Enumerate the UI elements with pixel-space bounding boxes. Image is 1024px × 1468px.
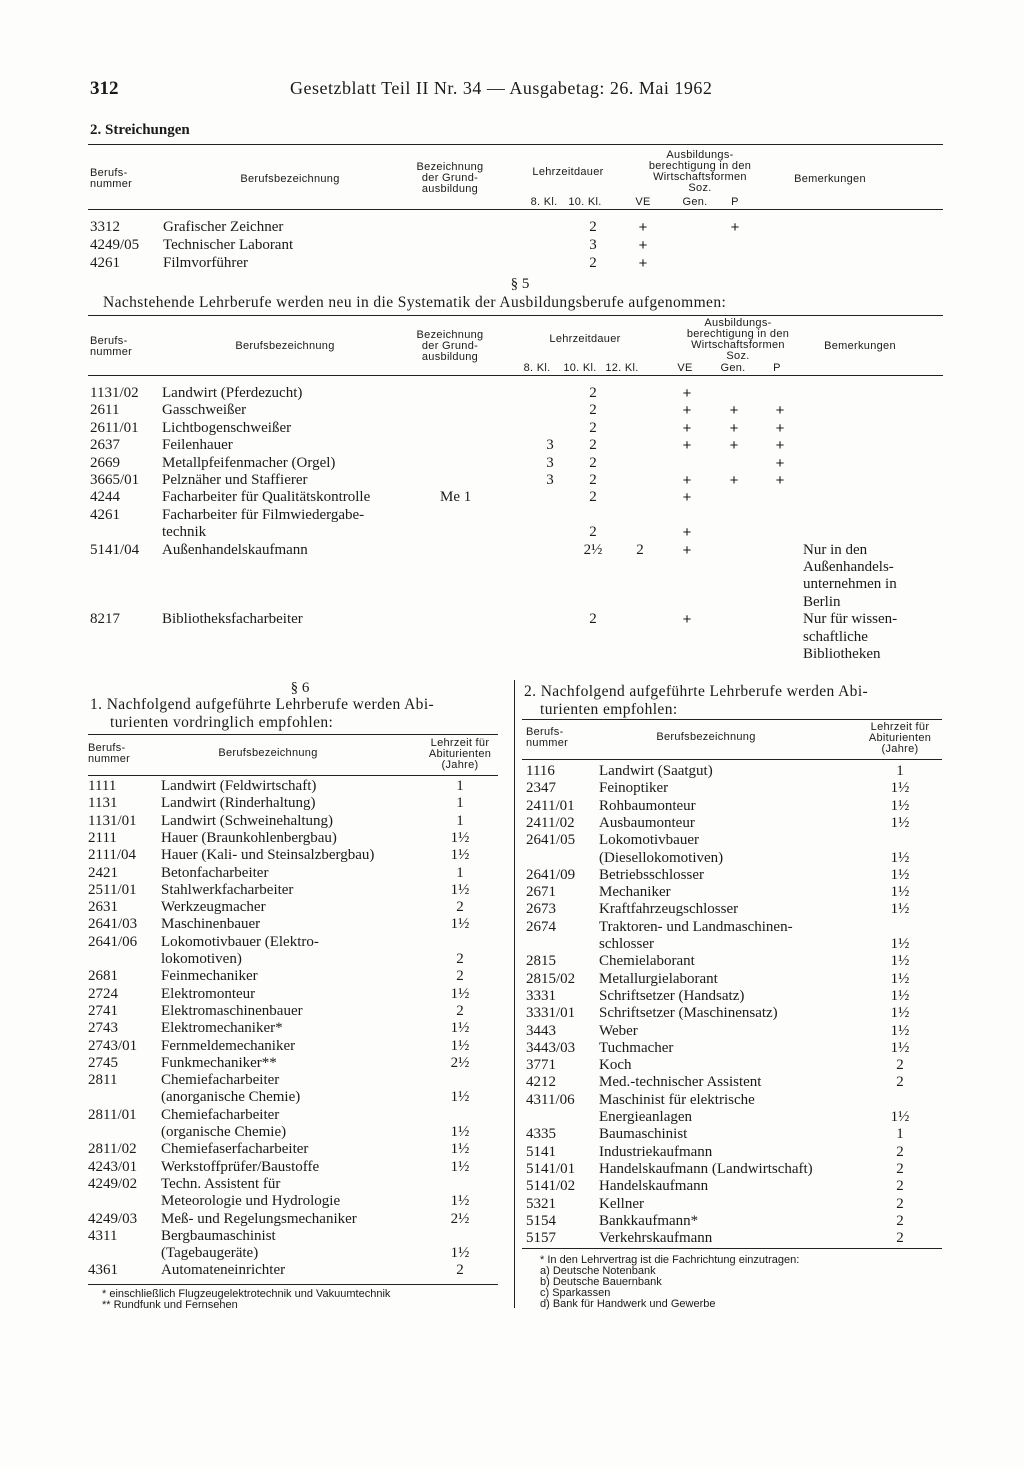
table-row-title: Technischer Laborant [163, 237, 294, 253]
table-row-title: Werkstoffprüfer/Baustoffe [161, 1158, 320, 1175]
table-row-gen: + [729, 419, 739, 437]
table-row-number: 2681 [88, 968, 118, 985]
header-ve: VE [677, 362, 693, 374]
table-row-gen: + [729, 472, 739, 489]
table-row-title: Tuchmacher [599, 1039, 674, 1056]
table-row-grundausbildung: Me 1 [440, 489, 472, 506]
table-row-title: Lokomotivbauer [599, 832, 699, 849]
header-lehrzeitdauer: Lehrzeitdauer [549, 333, 621, 345]
table-row-duration: 2½ [450, 1054, 470, 1071]
table-row-klasse-8: 3 [546, 454, 554, 471]
table-row-number: 2411/01 [526, 797, 575, 814]
table-row-duration: 2 [896, 1230, 904, 1247]
header-klasse-10: 10. Kl. [563, 362, 597, 374]
table-row-duration: 1½ [450, 1141, 470, 1158]
header-p: P [731, 196, 739, 208]
table-row-title: Techn. Assistent für [161, 1175, 281, 1192]
table-row-duration: 1½ [450, 1124, 470, 1140]
table-row-ve: + [682, 472, 692, 489]
table-row-duration: 1½ [890, 780, 910, 797]
table-row-remark: schaftliche [803, 628, 868, 645]
table-row-title: Lichtbogenschweißer [162, 419, 292, 436]
page-number: 312 [90, 78, 119, 99]
table-row-ve: + [682, 385, 692, 402]
table-row-number: 3665/01 [90, 472, 140, 488]
table-row-duration: 1½ [450, 1037, 470, 1054]
table-row-number: 4261 [90, 255, 120, 271]
table-row-klasse-10: 2 [589, 419, 597, 436]
table-row-title: Lokomotivbauer (Elektro- [161, 933, 319, 950]
table-row-klasse-10: 2 [589, 472, 597, 488]
header-gen: Gen. [682, 196, 708, 208]
table-row-ve: + [682, 489, 692, 507]
table-row-number: 4361 [88, 1262, 118, 1279]
table-row-duration: 1 [456, 864, 464, 881]
table-row-number: 5141/02 [526, 1178, 576, 1195]
table-row-number: 2673 [526, 901, 556, 918]
header-p: P [773, 362, 781, 374]
header-grundausbildung: Bezeichnung der Grund- ausbildung [416, 161, 484, 195]
table-row-title: Feilenhauer [162, 437, 233, 454]
column-divider [514, 680, 515, 1308]
header-berufsnummer: Berufs- nummer [88, 742, 131, 765]
paragraph-mark-5: § 5 [510, 276, 530, 292]
table-row-title: Verkehrskaufmann [599, 1230, 713, 1247]
par5-table-top-rule [88, 315, 943, 316]
header-lehrzeit-abiturienten: Lehrzeit für Abiturienten (Jahre) [428, 737, 492, 771]
table-row-title: Baumaschinist [599, 1126, 688, 1143]
table-row-number: 2811 [88, 1072, 118, 1089]
table-row-duration: 1½ [890, 797, 910, 814]
table-row-ve: + [682, 402, 692, 420]
table-row-number: 2641/05 [526, 832, 576, 849]
table-row-ve: + [682, 611, 692, 629]
table-row-title: Elektromonteur [161, 985, 256, 1002]
table-row-ve: + [682, 419, 692, 437]
header-klasse-10: 10. Kl. [568, 196, 602, 208]
table-row-number: 8217 [90, 611, 120, 628]
table-row-title: Kraftfahrzeugschlosser [599, 901, 739, 918]
table-row-duration: 2 [896, 1074, 904, 1091]
table-row-title: Betriebsschlosser [599, 866, 704, 883]
table-row-duration: 1½ [890, 901, 910, 918]
table-row-remark: Berlin [803, 593, 841, 610]
table-row-remark: Nur für wissen- [803, 611, 898, 628]
table-row-ve: + [682, 541, 692, 559]
table-row-title: Chemielaborant [599, 953, 695, 970]
table-row-number: 4212 [526, 1074, 556, 1091]
header-gen: Gen. [720, 362, 746, 374]
table-row-title: Elektromechaniker* [161, 1020, 283, 1037]
table-row-klasse-10: 2 [589, 611, 597, 628]
table-row-number: 4249/02 [88, 1175, 138, 1192]
table-row-number: 5141/01 [526, 1160, 576, 1177]
header-berufsbezeichnung: Berufsbezeichnung [656, 731, 756, 743]
table-row-number: 3443 [526, 1022, 556, 1039]
table-row-p: + [775, 402, 785, 420]
table-row-duration: 1½ [450, 829, 470, 846]
table-row-title: Hauer (Kali- und Steinsalzbergbau) [161, 847, 375, 864]
table-row-title: (Tagebaugeräte) [161, 1245, 259, 1262]
table-row-duration: 2 [456, 951, 464, 967]
table-row-number: 2743/01 [88, 1037, 138, 1054]
table-row-duration: 1½ [450, 1158, 470, 1175]
table-row-title: Chemiefacharbeiter [161, 1072, 280, 1089]
header-ausbildungsberechtigung: Ausbildungs- berechtigung in den Wirtschaftsformen Soz. [648, 149, 752, 194]
table-row-klasse-10: 2 [589, 489, 597, 506]
table-row-duration: 1½ [890, 814, 910, 831]
table-row-title: Metallurgielaborant [599, 970, 718, 987]
footnote: d) Bank für Handwerk und Gewerbe [540, 1298, 716, 1310]
table-row-title: Bankkaufmann* [599, 1212, 699, 1229]
table-row-klasse-12: 2 [636, 541, 644, 558]
table-row-number: 3331 [526, 987, 556, 1004]
table-row-title: Schriftsetzer (Maschinensatz) [599, 1005, 778, 1022]
table-row-title: Hauer (Braunkohlenbergbau) [161, 829, 337, 846]
table-row-duration: 1 [896, 763, 904, 779]
table-row-number: 2815/02 [526, 970, 576, 987]
table-row-number: 2811/02 [88, 1141, 137, 1158]
table-row-ve: + [682, 524, 692, 542]
table-row-number: 2347 [526, 780, 556, 797]
table-row-number: 2741 [88, 1002, 118, 1019]
table-row-number: 2637 [90, 437, 120, 454]
table-row-title: Koch [599, 1057, 632, 1074]
right-table-top-rule [522, 719, 942, 720]
table-row-title: Gasschweißer [162, 402, 247, 419]
table-row-number: 2815 [526, 953, 556, 970]
table-row-number: 2511/01 [88, 881, 137, 898]
table-row-duration: 1½ [890, 866, 910, 883]
table-row-title: Landwirt (Feldwirtschaft) [161, 778, 317, 794]
table-row-number: 4311/06 [526, 1091, 575, 1108]
table-row-klasse-10: 2½ [583, 541, 603, 558]
footnote: * In den Lehrvertrag ist die Fachrichtung einzutragen: [540, 1254, 800, 1266]
table-row-number: 2745 [88, 1054, 118, 1071]
table-row-title: Feinmechaniker [161, 968, 258, 985]
table-row-number: 1131/02 [90, 385, 139, 401]
par5-intro: Nachstehende Lehrberufe werden neu in die Systematik der Ausbildungsberufe aufgenommen: [103, 294, 727, 311]
table-row-duration: 1 [896, 1126, 904, 1143]
table-row-number: 1131/01 [88, 812, 137, 829]
table-row-title: Grafischer Zeichner [163, 219, 284, 235]
table-row-title: Landwirt (Rinderhaltung) [161, 795, 316, 812]
table-row-ve: + [638, 255, 648, 272]
table-row-title: Maschinenbauer [161, 916, 261, 933]
left-table-bottom-rule [88, 1284, 498, 1285]
right-table-header-rule [522, 759, 942, 760]
table-row-number: 4249/05 [90, 237, 140, 253]
table-row-duration: 2 [896, 1160, 904, 1177]
table-row-number: 5154 [526, 1212, 556, 1229]
table-row-duration: 1½ [890, 884, 910, 901]
header-berufsbezeichnung: Berufsbezeichnung [218, 747, 318, 759]
table-row-number: 5157 [526, 1230, 556, 1247]
par6-right-intro-2: turienten empfohlen: [540, 701, 678, 718]
header-berufsnummer: Berufs- nummer [90, 335, 133, 358]
table-row-number: 2671 [526, 884, 556, 901]
table-row-number: 3312 [90, 219, 120, 235]
table-row-p: + [775, 472, 785, 489]
table-row-title: Mechaniker [599, 884, 671, 901]
table-row-number: 3331/01 [526, 1005, 576, 1022]
table-row-remark: unternehmen in [803, 576, 897, 593]
table-row-number: 4243/01 [88, 1158, 138, 1175]
table-row-duration: 1½ [890, 936, 910, 952]
table-row-duration: 1½ [450, 916, 470, 933]
right-table-bottom-rule [522, 1248, 942, 1249]
table-row-title: Kellner [599, 1195, 644, 1212]
table-row-duration: 2 [456, 1262, 464, 1279]
table-row-klasse-10: 2 [589, 402, 597, 419]
footnote: c) Sparkassen [540, 1287, 611, 1299]
header-berufsbezeichnung: Berufsbezeichnung [240, 173, 340, 185]
table-row-duration: 2 [896, 1178, 904, 1195]
table-row-number: 2811/01 [88, 1106, 137, 1123]
table-top-rule [88, 144, 943, 145]
table-row-number: 5141/04 [90, 541, 140, 558]
table-row-title: (anorganische Chemie) [161, 1089, 301, 1106]
table-row-duration: 1½ [890, 970, 910, 987]
table-row-title: Traktoren- und Landmaschinen- [599, 918, 793, 935]
table-row-number: 4244 [90, 489, 120, 506]
table-row-number: 2674 [526, 918, 556, 935]
table-row-title: Handelskaufmann (Landwirtschaft) [599, 1160, 813, 1177]
header-berufsbezeichnung: Berufsbezeichnung [235, 340, 335, 352]
table-row-number: 2724 [88, 985, 118, 1002]
table-row-number: 2111/04 [88, 847, 137, 864]
table-row-title: Elektromaschinenbauer [161, 1002, 303, 1019]
table-row-title: Med.-technischer Assistent [599, 1074, 762, 1091]
table-row-title: Maschinist für elektrische [599, 1091, 755, 1108]
table-row-title: Energieanlagen [599, 1109, 693, 1125]
table-row-title: Werkzeugmacher [161, 899, 266, 916]
table-row-title: Metallpfeifenmacher (Orgel) [162, 454, 336, 471]
table-row-number: 2641/03 [88, 916, 138, 933]
table-row-title: Handelskaufmann [599, 1178, 709, 1195]
header-bemerkungen: Bemerkungen [824, 340, 896, 352]
header-lehrzeitdauer: Lehrzeitdauer [532, 166, 604, 178]
table-row-duration: 2 [896, 1057, 904, 1074]
footnote: ** Rundfunk und Fernsehen [102, 1299, 238, 1311]
table-row-p: + [730, 219, 740, 236]
table-row-title: Feinoptiker [599, 780, 669, 797]
header-grundausbildung: Bezeichnung der Grund- ausbildung [416, 329, 484, 363]
table-row-ve: + [638, 219, 648, 236]
table-row-duration: 2 [896, 1212, 904, 1229]
table-row-duration: 2½ [450, 1210, 470, 1227]
table-row-klasse-8: 3 [546, 437, 554, 454]
table-row-klasse-10: 2 [589, 524, 597, 541]
table-row-number: 2611/01 [90, 419, 139, 436]
table-row-duration: 1 [456, 778, 464, 794]
table-row-title: Landwirt (Saatgut) [599, 763, 713, 779]
table-row-title: Chemiefacharbeiter [161, 1106, 280, 1123]
table-row-number: 2411/02 [526, 814, 575, 831]
table-row-duration: 2 [896, 1143, 904, 1160]
table-row-number: 2611 [90, 402, 120, 419]
table-row-number: 2669 [90, 454, 120, 471]
table-row-number: 5141 [526, 1143, 556, 1160]
par6-right-intro-1: 2. Nachfolgend aufgeführte Lehrberufe werden Abi- [524, 683, 869, 700]
table-row-duration: 1½ [890, 953, 910, 970]
table-row-title: technik [162, 524, 207, 541]
table-row-number: 4311 [88, 1227, 118, 1244]
table-row-title: Facharbeiter für Qualitätskontrolle [162, 489, 371, 506]
table-row-duration: 1½ [450, 1089, 470, 1106]
par6-left-intro-2: turienten vordringlich empfohlen: [110, 714, 334, 731]
table-row-number: 2111 [88, 829, 117, 846]
table-row-title: Fernmeldemechaniker [161, 1037, 296, 1054]
table-row-klasse-10: 2 [589, 437, 597, 454]
table-row-remark: Nur in den [803, 541, 868, 558]
table-row-duration: 1½ [890, 1109, 910, 1125]
paragraph-mark-6: § 6 [290, 680, 310, 696]
table-row-duration: 1½ [890, 1039, 910, 1056]
table-row-number: 2641/09 [526, 866, 576, 883]
footnote: a) Deutsche Notenbank [540, 1265, 656, 1277]
table-row-title: Pelznäher und Staffierer [162, 472, 308, 488]
table-row-duration: 1½ [890, 849, 910, 866]
table-row-duration: 1½ [890, 1022, 910, 1039]
table-row-number: 2641/06 [88, 933, 138, 950]
table-row-p: + [775, 437, 785, 455]
header-klasse-12: 12. Kl. [605, 362, 639, 374]
table-row-duration: 1 [456, 812, 464, 829]
table-row-klasse-10: 2 [589, 454, 597, 471]
table-row-title: Automateneinrichter [161, 1262, 286, 1279]
table-row-duration: 1½ [890, 1005, 910, 1022]
table-row-title: Außenhandelskaufmann [162, 541, 308, 558]
table-row-title: Stahlwerkfacharbeiter [161, 881, 294, 898]
table-row-title: Facharbeiter für Filmwiedergabe- [162, 506, 365, 523]
table-row-remark: Außenhandels- [803, 559, 894, 575]
table-row-duration: 1½ [450, 1020, 470, 1037]
table-row-number: 5321 [526, 1195, 556, 1212]
header-ve: VE [635, 196, 651, 208]
table-row-ve: + [682, 437, 692, 455]
table-row-title: Ausbaumonteur [599, 814, 695, 831]
table-row-duration: 1½ [450, 1193, 470, 1210]
table-row-remark: Bibliotheken [803, 646, 881, 662]
table-row-title: Schriftsetzer (Handsatz) [599, 987, 745, 1004]
table-row-duration: 2 [456, 1002, 464, 1019]
header-klasse-8: 8. Kl. [530, 196, 558, 208]
section-title-streichungen: 2. Streichungen [90, 122, 190, 138]
par5-header-rule [88, 375, 943, 376]
table-row-duration: 1½ [450, 881, 470, 898]
table-row-duration: 2 [456, 899, 464, 916]
table-row-number: 2631 [88, 899, 118, 916]
table-row-title: Landwirt (Pferdezucht) [162, 385, 303, 401]
table-row-title: Funkmechaniker** [161, 1054, 277, 1071]
header-ausbildungsberechtigung: Ausbildungs- berechtigung in den Wirtschaftsformen Soz. [686, 317, 790, 362]
table-row-number: 1131 [88, 795, 118, 812]
table-row-title: lokomotiven) [161, 951, 242, 967]
left-table-header-rule [88, 775, 498, 776]
table-row-title: Industriekaufmann [599, 1143, 713, 1160]
table-row-title: Betonfacharbeiter [161, 864, 269, 881]
table-row-duration: 1½ [450, 1245, 470, 1262]
table-row-number: 2743 [88, 1020, 118, 1037]
table-row-ve: + [638, 237, 648, 254]
header-lehrzeit-abiturienten: Lehrzeit für Abiturienten (Jahre) [868, 721, 932, 755]
table-row-title: Landwirt (Schweinehaltung) [161, 812, 334, 829]
table-row-number: 4249/03 [88, 1210, 138, 1227]
table-row-klasse-10: 2 [589, 255, 597, 271]
table-row-number: 1111 [88, 778, 117, 794]
table-row-title: Bibliotheksfacharbeiter [162, 611, 303, 628]
table-row-title: Weber [599, 1022, 638, 1039]
table-row-klasse-10: 3 [589, 237, 597, 253]
table-header-rule [88, 209, 943, 210]
table-row-gen: + [729, 437, 739, 455]
header-klasse-8: 8. Kl. [523, 362, 551, 374]
footnote: b) Deutsche Bauernbank [540, 1276, 662, 1288]
table-row-title: (organische Chemie) [161, 1124, 287, 1140]
left-table-top-rule [88, 734, 498, 735]
table-row-duration: 1½ [890, 987, 910, 1004]
table-row-title: schlosser [599, 936, 654, 952]
table-row-gen: + [729, 402, 739, 420]
header-bemerkungen: Bemerkungen [794, 173, 866, 185]
table-row-p: + [775, 419, 785, 437]
header-berufsnummer: Berufs- nummer [526, 726, 569, 749]
table-row-duration: 1½ [450, 847, 470, 864]
table-row-number: 3443/03 [526, 1039, 576, 1056]
table-row-duration: 2 [456, 968, 464, 985]
table-row-title: Bergbaumaschinist [161, 1227, 276, 1244]
table-row-number: 1116 [526, 763, 555, 779]
table-row-duration: 1 [456, 795, 464, 812]
table-row-duration: 2 [896, 1195, 904, 1212]
table-row-title: (Diesellokomotiven) [599, 849, 724, 866]
header-berufsnummer: Berufs- nummer [90, 167, 133, 190]
table-row-duration: 1½ [450, 985, 470, 1002]
table-row-klasse-10: 2 [589, 385, 597, 401]
table-row-title: Chemiefaserfacharbeiter [161, 1141, 309, 1158]
table-row-klasse-8: 3 [546, 472, 554, 488]
par6-left-intro-1: 1. Nachfolgend aufgeführte Lehrberufe werden Abi- [90, 696, 435, 713]
table-row-number: 4261 [90, 506, 120, 523]
table-row-title: Rohbaumonteur [599, 797, 696, 814]
gazette-header: Gesetzblatt Teil II Nr. 34 — Ausgabetag: 26. Mai 1962 [290, 78, 713, 98]
table-row-p: + [775, 454, 785, 472]
table-row-title: Filmvorführer [163, 255, 248, 271]
table-row-title: Meß- und Regelungsmechaniker [161, 1210, 357, 1227]
footnote: * einschließlich Flugzeugelektrotechnik und Vakuumtechnik [102, 1288, 391, 1300]
table-row-number: 2421 [88, 864, 118, 881]
table-row-title: Meteorologie und Hydrologie [161, 1193, 341, 1210]
table-row-klasse-10: 2 [589, 219, 597, 235]
table-row-number: 3771 [526, 1057, 556, 1074]
table-row-number: 4335 [526, 1126, 556, 1143]
